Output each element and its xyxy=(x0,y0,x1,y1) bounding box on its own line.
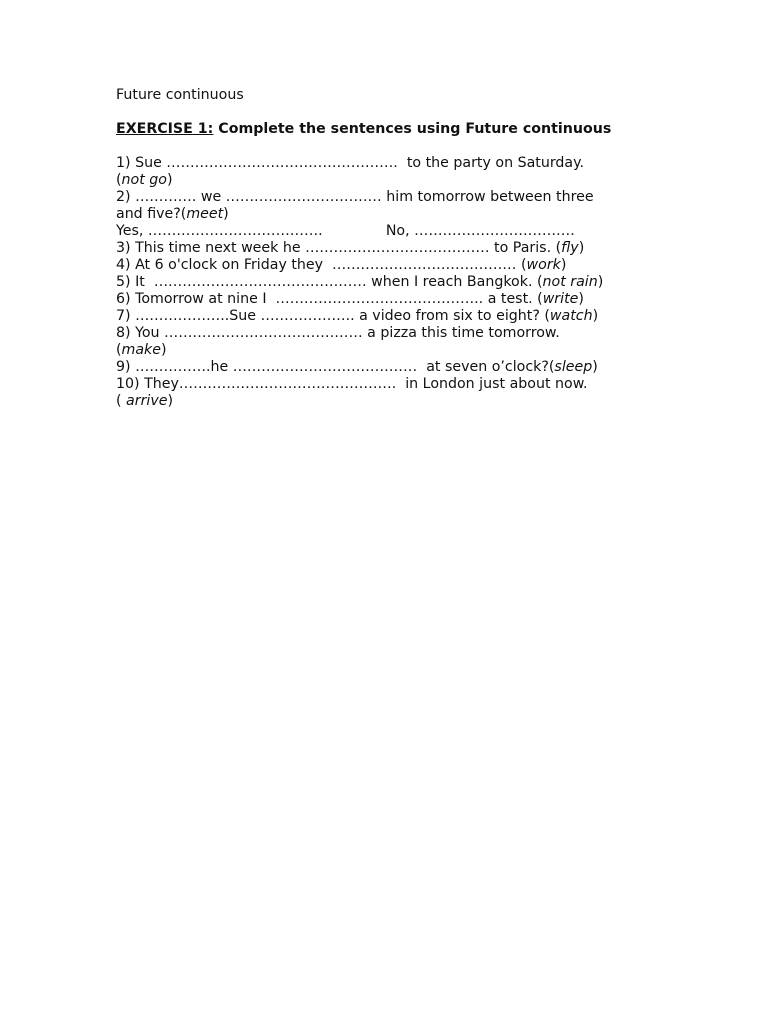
sentence-text: ) xyxy=(578,240,585,256)
sentence-text: ) xyxy=(223,206,229,222)
exercise-line xyxy=(116,393,676,410)
exercise-line xyxy=(116,155,676,172)
exercise-line xyxy=(116,325,676,342)
sentence-text: ) xyxy=(167,393,174,409)
sentence-text: 9) …………….he ………………………………… at seven o’clock?( xyxy=(116,359,555,375)
verb-hint: fly xyxy=(561,240,579,256)
exercise-line xyxy=(116,376,676,393)
sentence-text: ) xyxy=(597,274,604,290)
sentence-text: 6) Tomorrow at nine I …………………………………….. a test. ( xyxy=(116,291,543,307)
exercise-label: EXERCISE 1: xyxy=(116,121,214,137)
exercise-line xyxy=(116,291,676,308)
sentence-text: ( xyxy=(116,393,127,409)
verb-hint: not rain xyxy=(542,274,598,290)
verb-hint: sleep xyxy=(554,359,593,375)
verb-hint: work xyxy=(526,257,561,273)
sentence-text: 4) At 6 o'clock on Friday they ………………………………… ( xyxy=(116,257,527,273)
sentence-text: ( xyxy=(116,172,122,188)
verb-hint: watch xyxy=(549,308,593,324)
exercise-line xyxy=(116,308,676,325)
sentence-text: ) xyxy=(161,342,167,358)
sentence-text: 3) This time next week he ………………………………… to Paris. ( xyxy=(116,240,562,256)
sentence-text: ) xyxy=(166,172,173,188)
sentence-text: Yes, ………………………………. No, ……………………………. xyxy=(116,223,575,239)
exercise-heading xyxy=(116,121,676,138)
exercise-line xyxy=(116,342,676,359)
exercise-line xyxy=(116,206,676,223)
sentence-text: ) xyxy=(560,257,567,273)
verb-hint: meet xyxy=(186,206,224,222)
exercise-instruction: Complete the sentences using Future continuous xyxy=(213,121,612,137)
exercise-line xyxy=(116,240,676,257)
exercise-line xyxy=(116,189,676,206)
sentence-text: 1) Sue …………………………………………. to the party on Saturday. xyxy=(116,155,584,171)
exercise-line xyxy=(116,274,676,291)
sentence-text: ) xyxy=(578,291,584,307)
sentence-text: ) xyxy=(592,308,599,324)
sentence-text: ) xyxy=(592,359,598,375)
exercise-line xyxy=(116,223,676,240)
verb-hint: make xyxy=(121,342,162,358)
exercise-lines xyxy=(116,155,676,410)
verb-hint: not go xyxy=(121,172,167,188)
sentence-text: 8) You …………………………………… a pizza this time tomorrow. xyxy=(116,325,560,341)
document-title: Future continuous xyxy=(116,87,244,103)
sentence-text: 2) …………. we …………………………… him tomorrow between three xyxy=(116,189,594,205)
sentence-text: and five?( xyxy=(116,206,187,222)
verb-hint: arrive xyxy=(126,393,168,409)
exercise-line xyxy=(116,172,676,189)
verb-hint: write xyxy=(542,291,579,307)
exercise-line xyxy=(116,359,676,376)
sentence-text: 10) They………………………………………. in London just about now. xyxy=(116,376,588,392)
document-page xyxy=(116,87,676,410)
exercise-line xyxy=(116,257,676,274)
sentence-text: ( xyxy=(116,342,122,358)
sentence-text: 5) It ……………………………………… when I reach Bangkok. ( xyxy=(116,274,543,290)
sentence-text: 7) ………………..Sue ……………….. a video from six to eight? ( xyxy=(116,308,550,324)
